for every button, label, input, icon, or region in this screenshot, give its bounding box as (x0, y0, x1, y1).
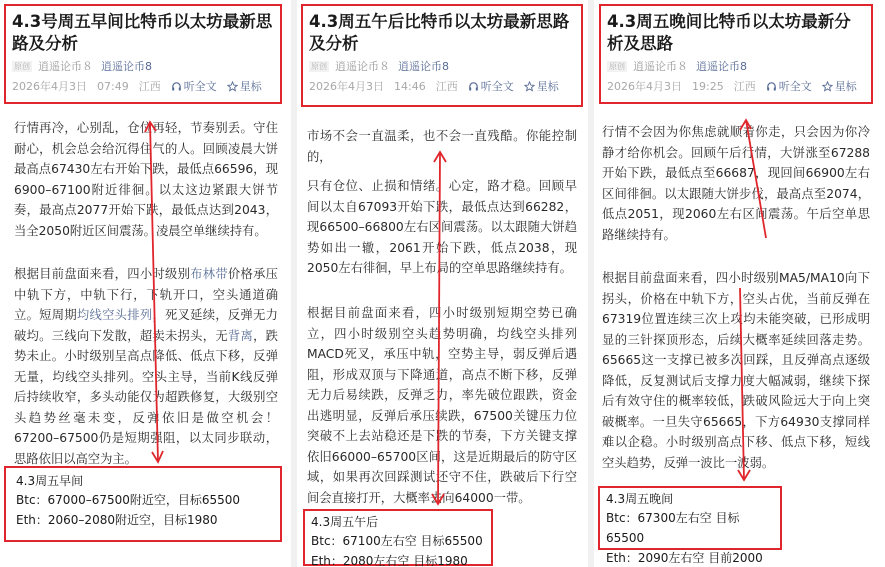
publish-date: 2026年4月3日 (12, 80, 87, 93)
article-header (4, 4, 282, 104)
account-link[interactable]: 逍遥论币8 (398, 60, 449, 73)
publish-date: 2026年4月3日 (607, 80, 682, 93)
author-name: 逍遥论币８ (38, 60, 93, 73)
analysis-text: ，跌势未止。小时级别呈高点降低、低点下移，反弹无量，均线空头排列。空头主导，当前K线反弹后持续收窄，多头动能仅为超跌修复，大级别空头趋势丝毫未变，反弹依旧是做空机会！67200–67500仍是短期强阻，以太同步联动，思路依旧以高空为主。 (14, 328, 278, 466)
publish-row (309, 79, 575, 93)
btc-plan: Btc：67100左右空 目标65500 (311, 534, 483, 548)
plan-title: 4.3周五午后 (311, 515, 379, 529)
btc-plan: Btc：67300左右空 目标65500 (606, 511, 740, 545)
publish-location: 江西 (435, 80, 458, 93)
review-paragraph: 行情不会因为你焦虑就顺着你走，只会因为你冷静才给你机会。回顾午后行情，大饼涨至67288开始下跌，最低点至66687，现回间66900左右区间徘徊。以太跟随大饼步伐，最高点至2074，低点2051，现2060左右区间震荡。午后空单思路继续持有。 (602, 125, 870, 242)
star-label: 星标 (239, 80, 262, 93)
analysis-paragraph: 根据目前盘面来看，四小时级别短期空势已确立，四小时级别空头趋势明确，均线空头排列MACD死叉，承压中轨，空势主导，弱反弹后遇阻，形成双顶与下降通道，高点不断下移，反弹无力后易续跌，反弹乏力，率先破位跟跌，资金出逃明显，反弹后承压续跌，67500关键压力位突破不上去站稳还是下跌的节奏，下方关键支撑依旧66000–65700区间，这是近期最后的防守区域，如果再次回踩测试还守不住，跌破后下行空间会直接打开，大概率去向64000一带。 (307, 306, 577, 505)
author-name: 逍遥论币８ (335, 60, 390, 73)
article-header (599, 4, 873, 104)
analysis-text: 根据目前盘面来看，四小时级别 (14, 267, 191, 281)
author-row (12, 59, 274, 73)
listen-button[interactable] (468, 78, 514, 94)
headphones-icon (766, 81, 777, 92)
star-button[interactable] (524, 78, 559, 94)
article-title: 4.3号周五早间比特币以太坊最新思路及分析 (12, 12, 273, 53)
account-link[interactable]: 逍遥论币8 (101, 60, 152, 73)
listen-label: 听全文 (183, 80, 217, 93)
trade-plan-box (303, 509, 493, 566)
publish-time: 19:25 (692, 79, 724, 93)
listen-button[interactable] (171, 78, 217, 94)
headphones-icon (468, 81, 479, 92)
article-panel-afternoon (297, 0, 587, 567)
author-row (607, 59, 865, 73)
publish-location: 江西 (138, 80, 161, 93)
review-paragraph: 只有仓位、止损和情绪。心定，路才稳。回顾早间以太自67093开始下跌，最低点达到66282，现66500–66800左右区间震荡。以太跟随大饼趋势如出一辙，2061开始下跌，低点2038，现2050左右徘徊，早上布局的空单思路继续持有。 (307, 179, 577, 275)
keyword-link[interactable]: 背离 (227, 328, 254, 343)
publish-location: 江西 (733, 80, 756, 93)
account-link[interactable]: 逍遥论币8 (696, 60, 747, 73)
eth-plan: Eth：2090左右空 目前2000 (606, 551, 763, 565)
plan-title: 4.3周五早间 (16, 474, 84, 488)
review-paragraph: 行情再冷，心别乱，仓位再轻，节奏别丢。守住耐心，机会总会给沉得住气的人。回顾凌晨大饼最高点67430左右开始下跌，最低点66596，现6900–67100附近徘徊。以太这边紧跟大饼节奏，最高点2077开始下跌，最低点达到2043，当全2050附近区间震荡。凌晨空单继续持有。 (14, 121, 278, 238)
original-tag: 原创 (311, 61, 327, 71)
headphones-icon (171, 81, 182, 92)
original-tag: 原创 (14, 61, 30, 71)
publish-time: 07:49 (97, 79, 129, 93)
btc-plan: Btc：67000–67500附近空，目标65500 (16, 493, 241, 507)
intro-paragraph: 市场不会一直温柔，也不会一直残酷。你能控制的， (307, 129, 577, 164)
trade-plan-box (598, 486, 782, 565)
publish-row (607, 79, 865, 93)
keyword-link[interactable]: 布林带 (190, 267, 228, 281)
star-button[interactable] (227, 78, 262, 94)
star-icon (227, 81, 238, 92)
analysis-paragraph (14, 264, 278, 469)
eth-plan: Eth：2080左右空 目标1980 (311, 554, 468, 567)
analysis-paragraph: 根据目前盘面来看，四小时级别MA5/MA10向下拐头，价格在中轨下方，空头占优，当前反弹在67319位置连续三次上攻均未能突破，已形成明显的三针探顶形态，后续大概率延续回落走势。65665这一支撑已被多次回踩，且反弹高点逐级降低，反复测试后支撑力度大幅减弱，继续下探后有效守住的概率较低，跌破风险远大于向上突破概率。一旦失守65665，下方64930支撑同样难以企稳。小时级别高点下移、低点下移，短线空头趋势，反弹一波比一波弱。 (602, 271, 870, 470)
star-icon (822, 81, 833, 92)
original-tag: 原创 (609, 61, 625, 71)
star-icon (524, 81, 535, 92)
star-button[interactable] (822, 78, 857, 94)
article-panel-morning (0, 0, 290, 567)
listen-label: 听全文 (778, 80, 812, 93)
author-name: 逍遥论币８ (633, 60, 688, 73)
publish-time: 14:46 (394, 79, 426, 93)
analysis-text: 价格承压中轨下方，中轨下行，下轨开口，空头通道确立。短周期 (14, 267, 278, 322)
article-header (301, 4, 583, 107)
plan-title: 4.3周五晚间 (606, 492, 674, 506)
listen-label: 听全文 (480, 80, 514, 93)
keyword-link[interactable]: 均线空头排列 (76, 308, 153, 322)
eth-plan: Eth：2060–2080附近空，目标1980 (16, 513, 218, 527)
publish-row (12, 79, 274, 93)
article-title: 4.3周五晚间比特币以太坊最新分析及思路 (607, 12, 851, 53)
article-title: 4.3周五午后比特币以太坊最新思路及分析 (309, 12, 570, 53)
star-label: 星标 (536, 80, 559, 93)
analysis-text: ，死叉延续，反弹无力破均。三线向下发散，超卖未拐头，无 (14, 308, 278, 343)
article-panel-evening (594, 0, 885, 567)
trade-plan-box (4, 466, 282, 542)
listen-button[interactable] (766, 78, 812, 94)
star-label: 星标 (834, 80, 857, 93)
author-row (309, 59, 575, 73)
publish-date: 2026年4月3日 (309, 80, 384, 93)
